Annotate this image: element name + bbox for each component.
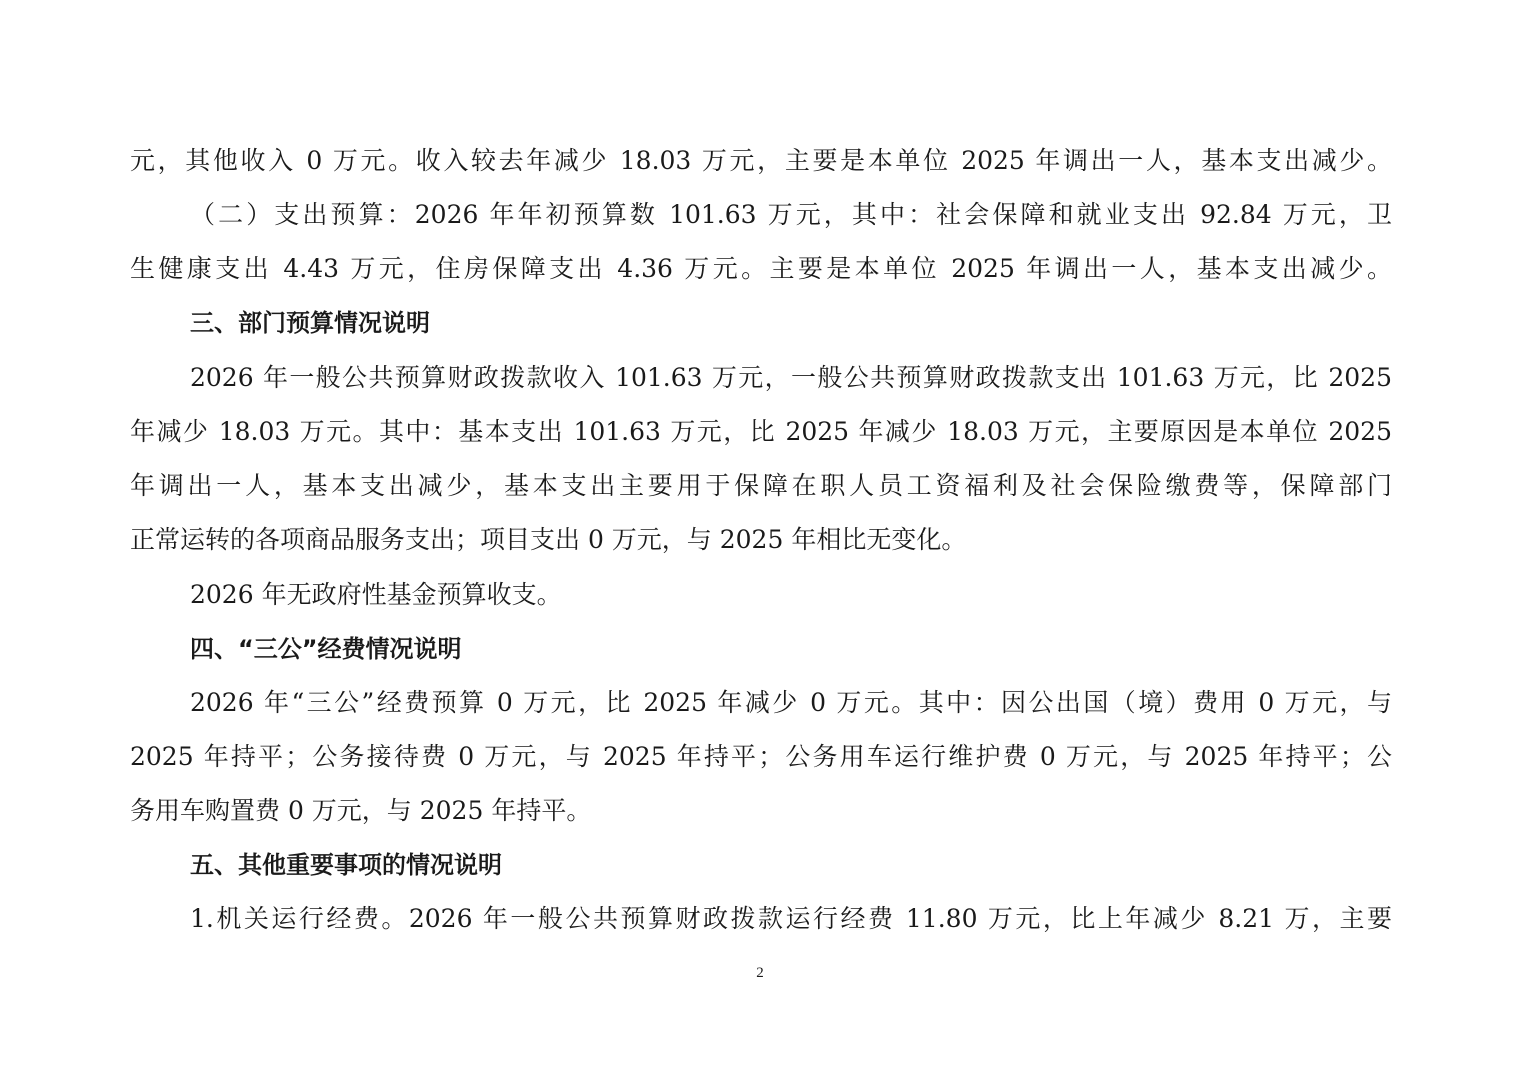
section-heading: 五、其他重要事项的情况说明 [190, 851, 502, 879]
paragraph-line: 年调出一人，基本支出减少，基本支出主要用于保障在职人员工资福利及社会保险缴费等，保障部门 [130, 471, 1392, 500]
section-heading: 四、“三公”经费情况说明 [190, 635, 462, 663]
paragraph-line: 2026 年一般公共预算财政拨款收入 101.63 万元，一般公共预算财政拨款支出 101.63 万元，比 2025 [190, 363, 1392, 392]
paragraph-line: 2026 年无政府性基金预算收支。 [190, 580, 562, 609]
paragraph-line: 1.机关运行经费。2026 年一般公共预算财政拨款运行经费 11.80 万元，比上年减少 8.21 万，主要 [190, 904, 1392, 933]
paragraph-line: 正常运转的各项商品服务支出；项目支出 0 万元，与 2025 年相比无变化。 [130, 525, 967, 554]
paragraph-line: 2026 年“三公”经费预算 0 万元，比 2025 年减少 0 万元。其中：因公出国（境）费用 0 万元，与 [190, 688, 1392, 717]
section-heading: 三、部门预算情况说明 [190, 309, 430, 337]
page-number: 2 [756, 965, 764, 981]
paragraph-line: 2025 年持平；公务接待费 0 万元，与 2025 年持平；公务用车运行维护费 0 万元，与 2025 年持平；公 [130, 742, 1392, 771]
paragraph-line: 年减少 18.03 万元。其中：基本支出 101.63 万元，比 2025 年减少 18.03 万元，主要原因是本单位 2025 [130, 417, 1392, 446]
paragraph-line: （二）支出预算：2026 年年初预算数 101.63 万元，其中：社会保障和就业支出 92.84 万元，卫 [190, 200, 1392, 229]
paragraph-line: 生健康支出 4.43 万元，住房保障支出 4.36 万元。主要是本单位 2025 年调出一人，基本支出减少。 [130, 254, 1392, 283]
paragraph-line: 务用车购置费 0 万元，与 2025 年持平。 [130, 796, 592, 825]
paragraph-line: 元，其他收入 0 万元。收入较去年减少 18.03 万元，主要是本单位 2025 年调出一人，基本支出减少。 [130, 146, 1392, 175]
